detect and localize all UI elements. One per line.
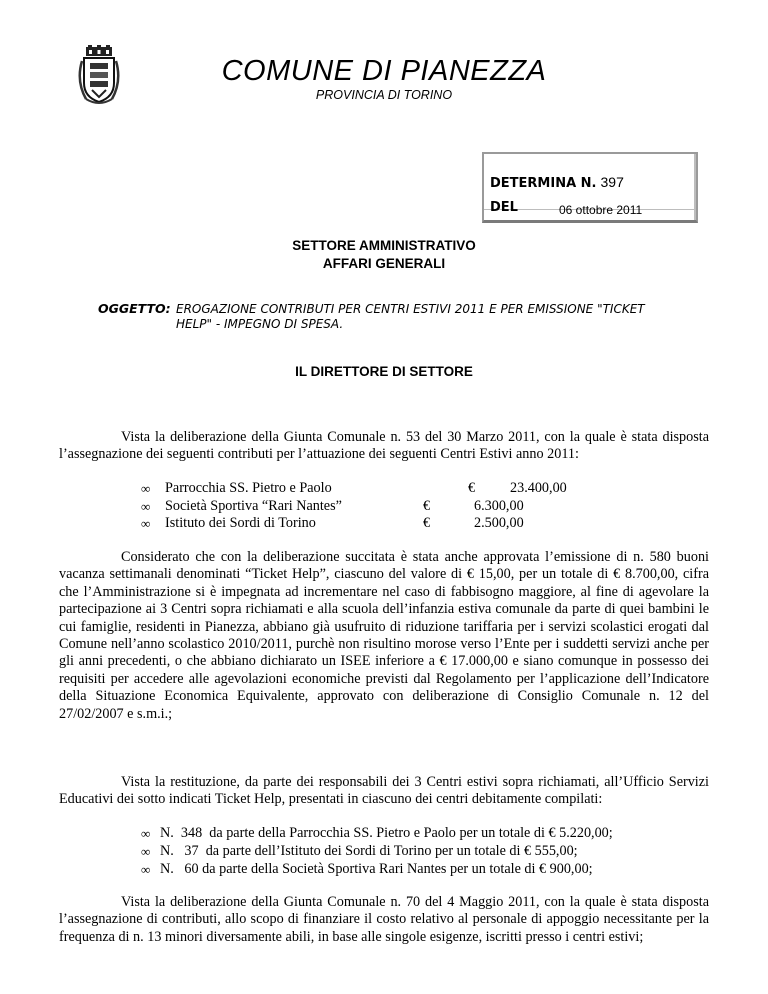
sector-subtitle: AFFARI GENERALI xyxy=(322,256,446,271)
contribution-name: Istituto dei Sordi di Torino xyxy=(165,515,316,531)
paragraph-2: Considerato che con la deliberazione succitata è stata anche approvata l’emissione di n. 580 buoni vacanza settimanali denominati “Ticket Help”, ciascuno del valore di € 15,00, per un totale di € 8.700,00, cifra che l’Amministrazione si è impegnata ad incrementare nel caso di fabbisogno maggiore, al fine di agevolare la partecipazione ai 3 Centri sopra richiamati e alla scuola dell’infanzia estiva comunale da parte di quei bambini le cui famiglie, residenti in Pianezza, abbiano già usufruito di riduzione tariffaria per i servizi scolastici erogati dal Comune nell’anno scolastico 2010/2011, purchè non risultino morose verso l’Ente per i suddetti servizi anche per gli anni precedenti, o che abbiano dichiarato un ISEE inferiore a € 17.000,00 e siano comunque in possesso dei requisiti per accedere alle agevolazioni economiche previsti dal Regolamento per l’applicazione dell’Indicatore della Situazione Economica Equivalente, approvato con deliberazione di Consiglio Comunale n. 12 del 27/02/2007 e s.m.i.; xyxy=(59,549,709,722)
subject-line-1: EROGAZIONE CONTRIBUTI PER CENTRI ESTIVI 2011 E PER EMISSIONE "TICKET xyxy=(176,302,645,316)
bullet-icon: ∞ xyxy=(141,826,151,841)
director-heading: IL DIRETTORE DI SETTORE xyxy=(295,364,473,379)
bullet-icon: ∞ xyxy=(141,481,151,496)
contribution-currency: € xyxy=(468,480,476,496)
contribution-currency: € xyxy=(423,515,431,531)
determina-label: DETERMINA N. xyxy=(490,176,597,191)
subject-line-2: HELP" - IMPEGNO DI SPESA. xyxy=(176,317,344,331)
bullet-icon: ∞ xyxy=(141,516,151,531)
sector-title: SETTORE AMMINISTRATIVO xyxy=(292,238,476,253)
determina-number: 397 xyxy=(600,174,624,190)
determina-number-row xyxy=(490,174,624,191)
contribution-name: Parrocchia SS. Pietro e Paolo xyxy=(165,480,332,496)
paragraph-3: Vista la restituzione, da parte dei responsabili dei 3 Centri estivi sopra richiamati, all’Ufficio Servizi Educativi dei sotto indicati Ticket Help, presentati in ciascuno dei centri debitamente compilati: xyxy=(59,774,709,808)
contribution-amount: 6.300,00 xyxy=(474,498,524,514)
province-subtitle: PROVINCIA DI TORINO xyxy=(315,88,453,102)
municipality-title: COMUNE DI PIANEZZA xyxy=(221,55,547,87)
bullet-icon: ∞ xyxy=(141,844,151,859)
paragraph-4: Vista la deliberazione della Giunta Comunale n. 70 del 4 Maggio 2011, con la quale è stata disposta l’assegnazione di contributi, allo scopo di finanziare il costo relativo al personale di appoggio necessitante per la frequenza di n. 13 minori diversamente abili, in base alle singole esigenze, iscritti presso i centri estivi; xyxy=(59,894,709,945)
contribution-amount: 2.500,00 xyxy=(474,515,524,531)
determina-date-label: DEL xyxy=(490,200,518,215)
subject-label: OGGETTO: xyxy=(98,301,171,316)
contribution-name: Società Sportiva “Rari Nantes” xyxy=(165,498,342,514)
contribution-amount: 23.400,00 xyxy=(510,480,567,496)
ticket-item: N. 348 da parte della Parrocchia SS. Pietro e Paolo per un totale di € 5.220,00; xyxy=(160,825,613,841)
ticket-item: N. 37 da parte dell’Istituto dei Sordi di Torino per un totale di € 555,00; xyxy=(160,843,578,859)
subject-text xyxy=(176,302,716,332)
paragraph-1: Vista la deliberazione della Giunta Comunale n. 53 del 30 Marzo 2011, con la quale è stata disposta l’assegnazione dei seguenti contributi per l’attuazione dei seguenti Centri Estivi anno 2011: xyxy=(59,429,709,463)
determina-date: 06 ottobre 2011 xyxy=(559,203,643,217)
bullet-icon: ∞ xyxy=(141,862,151,877)
ticket-item: N. 60 da parte della Società Sportiva Rari Nantes per un totale di € 900,00; xyxy=(160,861,593,877)
bullet-icon: ∞ xyxy=(141,499,151,514)
contribution-currency: € xyxy=(423,498,431,514)
